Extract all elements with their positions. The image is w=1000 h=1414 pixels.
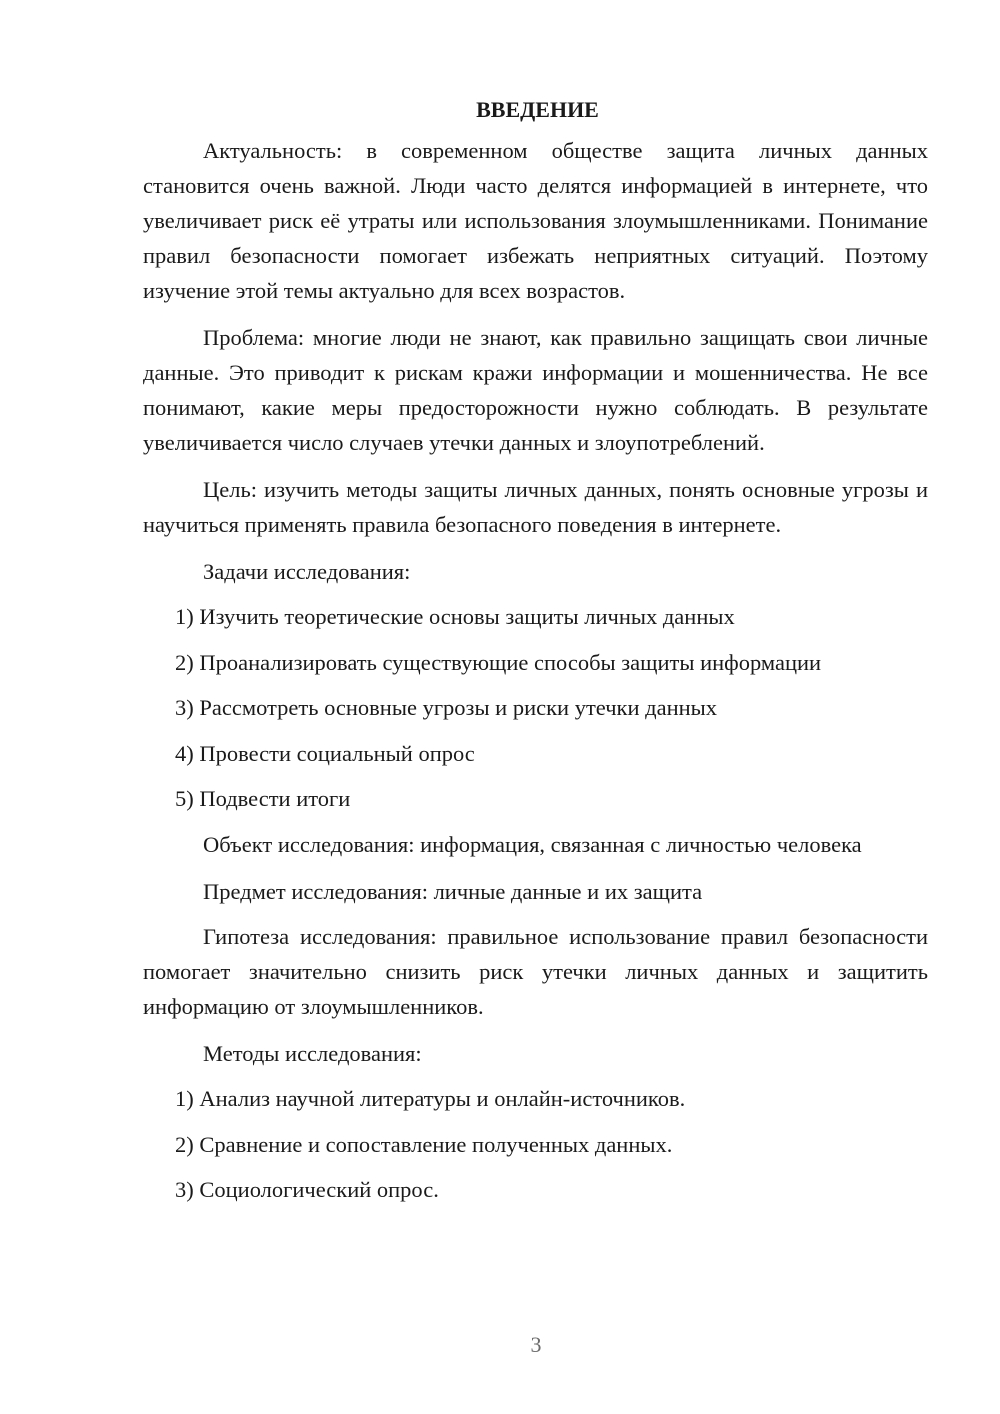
goal-paragraph: Цель: изучить методы защиты личных данных, понять основные угрозы и научиться применять правила безопасного поведения в интернете. (143, 477, 928, 537)
page-content (143, 92, 928, 1218)
page-number: 3 (530, 1332, 542, 1357)
methods-list (143, 1081, 928, 1207)
list-item: 4) Провести социальный опрос (175, 740, 475, 766)
tasks-title: Задачи исследования: (203, 559, 411, 584)
tasks-list (143, 599, 928, 816)
problem-paragraph: Проблема: многие люди не знают, как правильно защищать свои личные данные. Это приводит к рискам кражи информации и мошенничества. Не все понимают, какие меры предосторожности нужно соблюдать. В результате увеличивается число случаев утечки данных и злоупотреблений. (143, 325, 928, 455)
section-heading: ВВЕДЕНИЕ (476, 97, 599, 122)
list-item: 1) Изучить теоретические основы защиты личных данных (175, 604, 735, 629)
list-item: 3) Рассмотреть основные угрозы и риски утечки данных (175, 695, 718, 721)
list-item: 2) Сравнение и сопоставление полученных данных. (175, 1131, 673, 1157)
list-item: 1) Анализ научной литературы и онлайн-источников. (175, 1085, 686, 1111)
relevance-paragraph: Актуальность: в современном обществе защита личных данных становится очень важной. Люди часто делятся информацией в интернете, что увеличивает риск её утраты или использования злоумышленниками. Понимание правил безопасности помогает избежать неприятных ситуаций. Поэтому изучение этой темы актуально для всех возрастов. (143, 138, 928, 303)
list-item: 3) Социологический опрос. (175, 1177, 439, 1203)
subject-paragraph: Предмет исследования: личные данные и их защита (203, 878, 703, 904)
methods-title: Методы исследования: (203, 1040, 422, 1066)
object-paragraph: Объект исследования: информация, связанная с личностью человека (203, 831, 862, 857)
list-item: 5) Подвести итоги (175, 786, 351, 812)
hypothesis-paragraph: Гипотеза исследования: правильное использование правил безопасности помогает значительно снизить риск утечки личных данных и защитить информацию от злоумышленников. (143, 923, 928, 1019)
list-item: 2) Проанализировать существующие способы защиты информации (175, 649, 822, 675)
